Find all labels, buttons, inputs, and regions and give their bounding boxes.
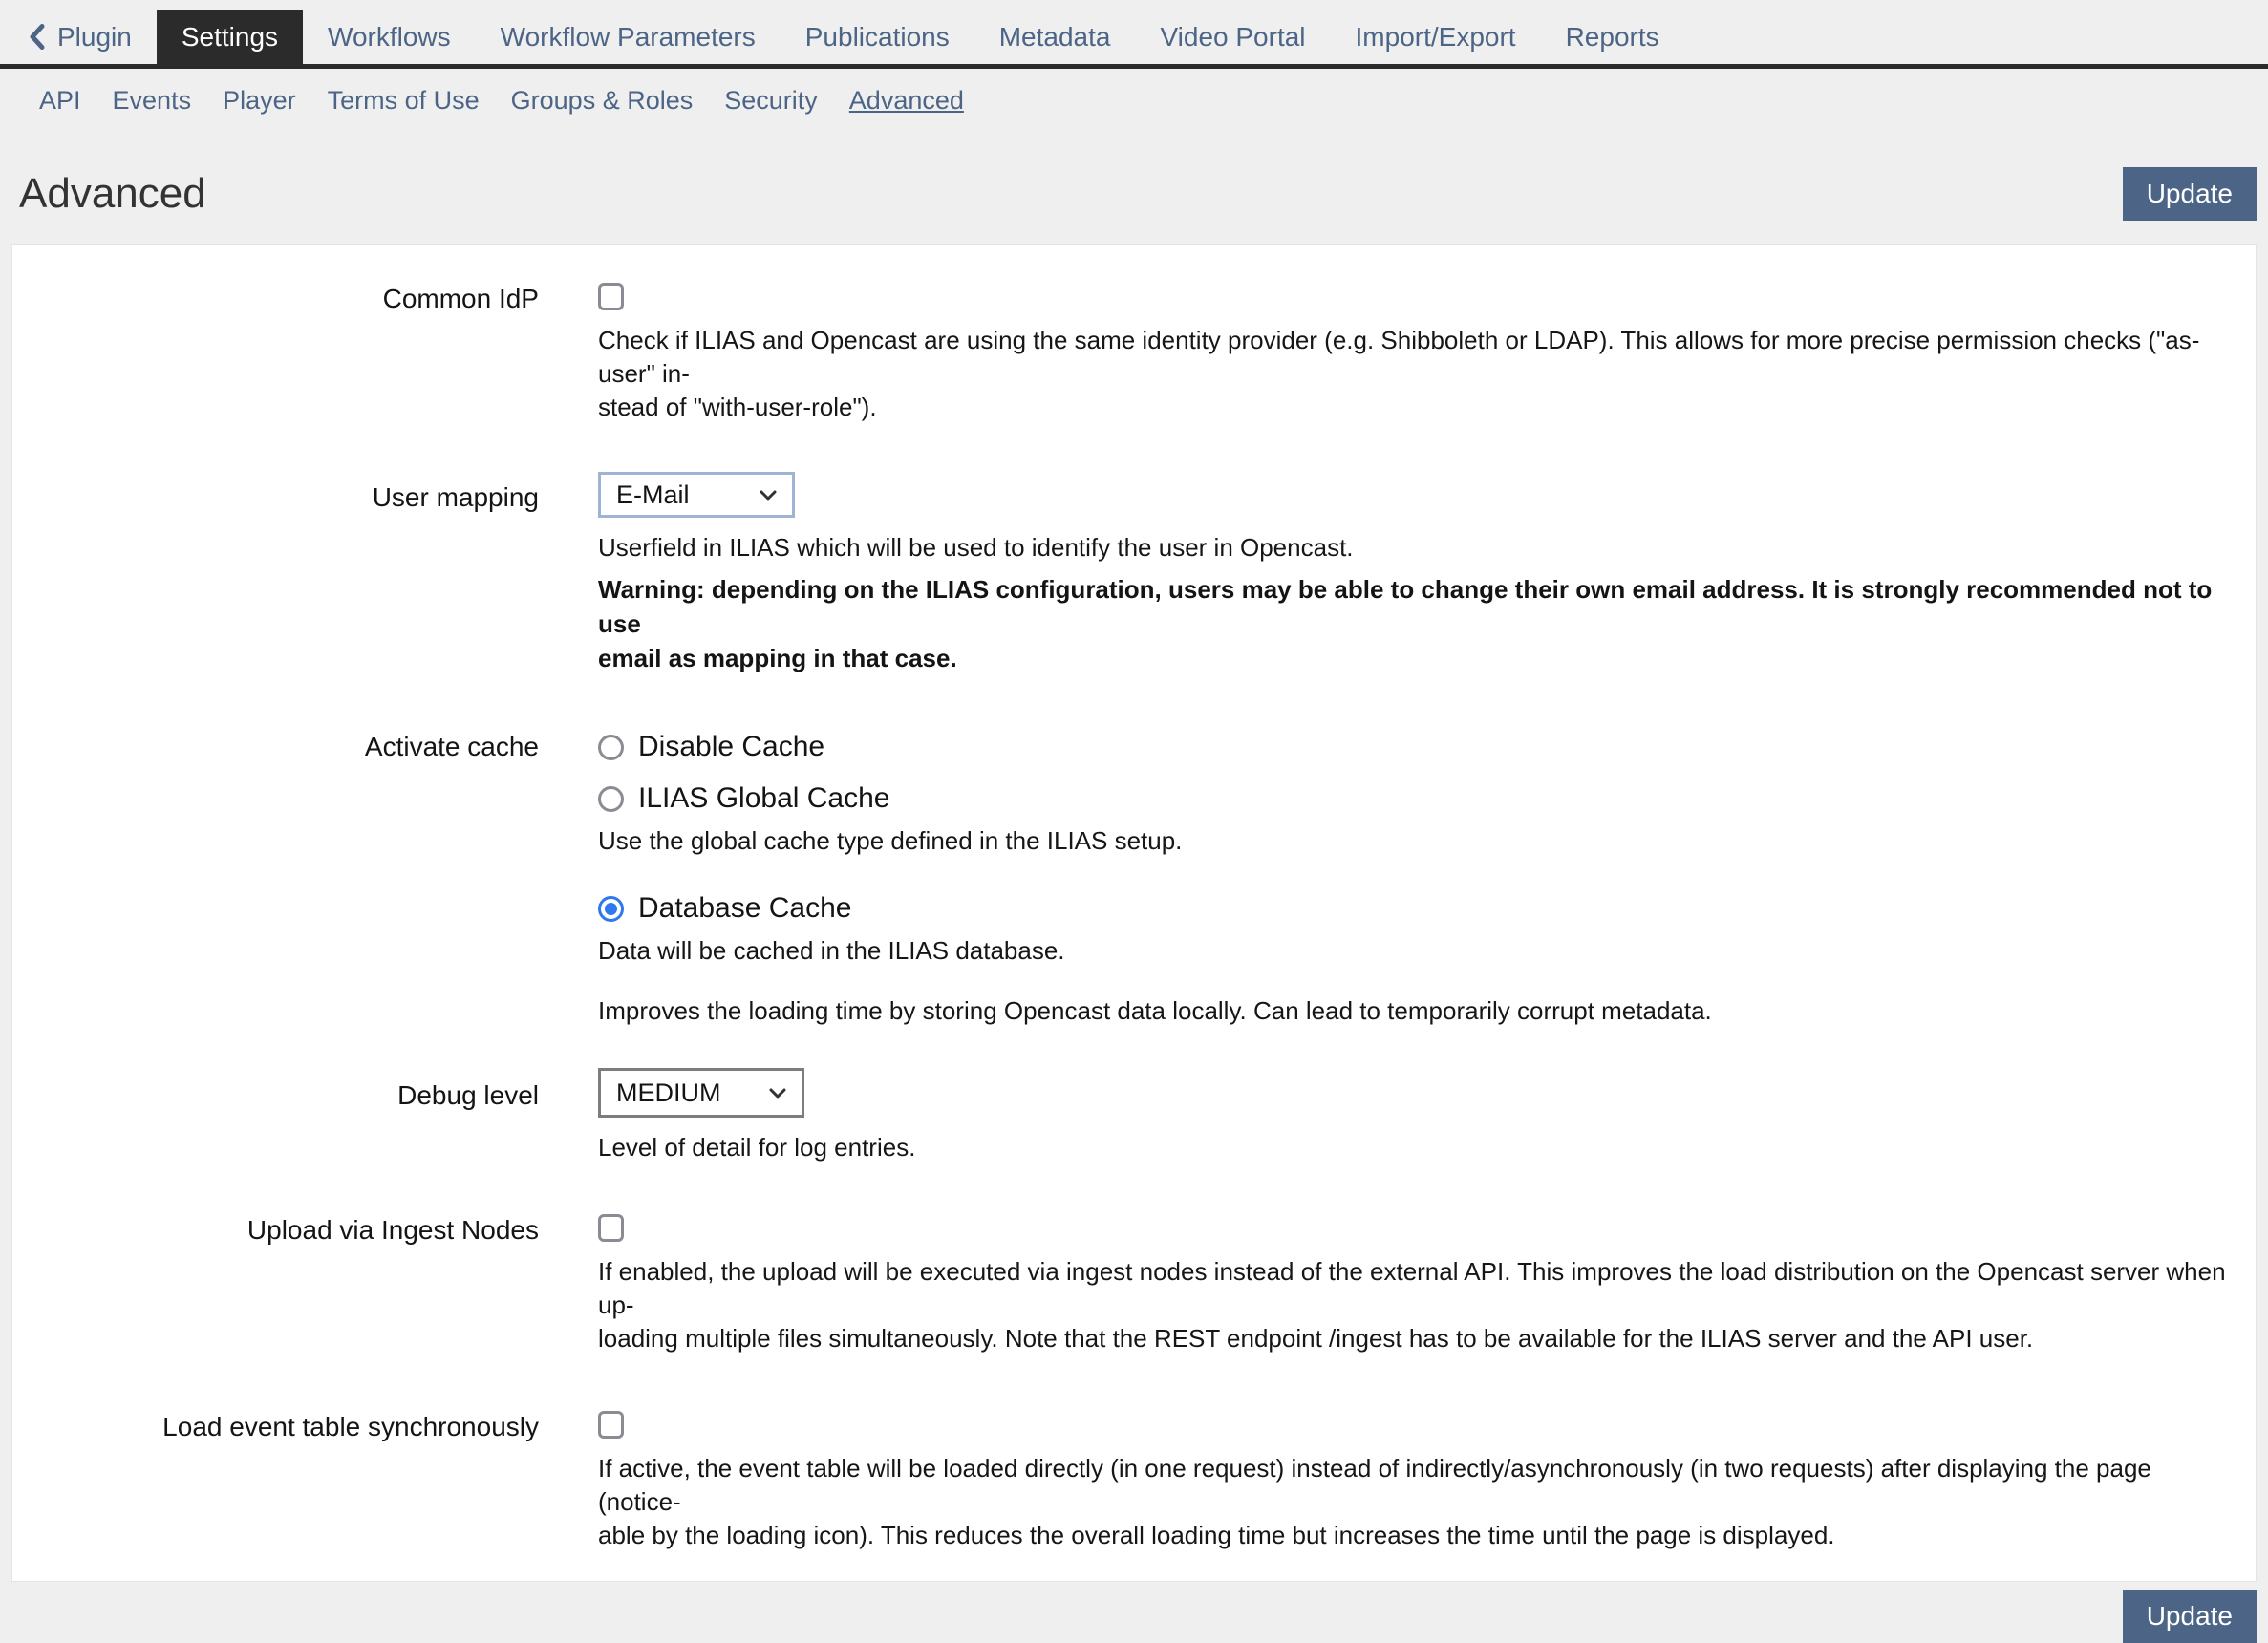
common-idp-checkbox[interactable] xyxy=(598,283,624,310)
chevron-down-icon xyxy=(760,490,777,501)
user-mapping-label: User mapping xyxy=(372,482,539,512)
radio-label: ILIAS Global Cache xyxy=(638,782,890,814)
user-mapping-help: Userfield in ILIAS which will be used to identify the user in Opencast. xyxy=(598,533,1354,562)
load-sync-checkbox[interactable] xyxy=(598,1411,624,1439)
activate-cache-note: Improves the loading time by storing Opencast data locally. Can lead to temporarily corrupt metadata. xyxy=(598,996,1712,1025)
upload-ingest-checkbox[interactable] xyxy=(598,1214,624,1242)
settings-form xyxy=(11,244,2257,1582)
common-idp-help-line: Check if ILIAS and Opencast are using the same identity provider (e.g. Shibboleth or LDAP). This allows for more precise permission checks ("as-user" in- xyxy=(598,326,2200,388)
form-row-common-idp xyxy=(12,283,2256,424)
page-title: Advanced xyxy=(19,170,206,217)
tab-publications[interactable]: Publications xyxy=(804,21,950,52)
subtab-advanced[interactable]: Advanced xyxy=(848,86,964,115)
radio-label: Disable Cache xyxy=(638,731,825,762)
form-row-user-mapping xyxy=(12,472,2256,675)
radio-ilias-global-cache[interactable] xyxy=(598,782,2228,815)
tab-video-portal[interactable]: Video Portal xyxy=(1160,21,1306,52)
debug-level-label: Debug level xyxy=(397,1080,539,1110)
tab-label: Plugin xyxy=(57,21,132,52)
form-row-load-sync xyxy=(12,1411,2256,1552)
user-mapping-warning-line: Warning: depending on the ILIAS configuration, users may be able to change their own email address. It is strongly recommended not to use xyxy=(598,575,2213,638)
chevron-down-icon xyxy=(769,1088,786,1099)
sub-tab-bar xyxy=(0,69,2268,125)
subtab-terms-of-use[interactable]: Terms of Use xyxy=(327,86,480,115)
load-sync-help-line: If active, the event table will be loaded directly (in one request) instead of indirectly/asynchronously (in two requests) after displaying the page (notice- xyxy=(598,1454,2151,1516)
subtab-security[interactable]: Security xyxy=(724,86,818,115)
upload-ingest-label: Upload via Ingest Nodes xyxy=(246,1215,539,1245)
radio-circle[interactable] xyxy=(598,896,624,922)
debug-level-selected-value: MEDIUM xyxy=(616,1078,721,1107)
tab-workflow-parameters[interactable]: Workflow Parameters xyxy=(500,21,756,52)
subtab-player[interactable]: Player xyxy=(223,86,296,115)
update-button-top[interactable]: Update xyxy=(2123,167,2257,221)
radio-label: Database Cache xyxy=(638,892,852,924)
tab-back-plugin[interactable] xyxy=(21,10,157,64)
database-cache-help: Data will be cached in the ILIAS database. xyxy=(598,936,1065,965)
tab-import-export[interactable]: Import/Export xyxy=(1355,21,1516,52)
subtab-api[interactable]: API xyxy=(39,86,81,115)
radio-database-cache[interactable] xyxy=(598,892,2228,925)
upload-ingest-help-line: If enabled, the upload will be executed via ingest nodes instead of the external API. This improves the load distribution on the Opencast server when up- xyxy=(598,1257,2226,1319)
load-sync-label: Load event table synchronously xyxy=(162,1412,539,1441)
tab-workflows[interactable]: Workflows xyxy=(328,21,451,52)
user-mapping-warning-line: email as mapping in that case. xyxy=(598,644,957,672)
form-row-activate-cache xyxy=(12,731,2256,1028)
debug-level-help: Level of detail for log entries. xyxy=(598,1133,916,1162)
tab-settings[interactable]: Settings xyxy=(157,10,303,64)
form-row-upload-ingest xyxy=(12,1214,2256,1355)
common-idp-help-line: stead of "with-user-role"). xyxy=(598,393,877,421)
top-tab-bar xyxy=(0,0,2268,69)
tab-reports[interactable]: Reports xyxy=(1565,21,1659,52)
activate-cache-label: Activate cache xyxy=(364,732,539,761)
tab-metadata[interactable]: Metadata xyxy=(998,21,1111,52)
chevron-left-icon xyxy=(29,24,45,50)
radio-circle[interactable] xyxy=(598,786,624,812)
ilias-global-cache-help: Use the global cache type defined in the ILIAS setup. xyxy=(598,826,1183,855)
load-sync-help-line: able by the loading icon). This reduces the overall loading time but increases the time until the page is displayed. xyxy=(598,1521,1835,1549)
upload-ingest-help-line: loading multiple files simultaneously. Note that the REST endpoint /ingest has to be available for the ILIAS server and the API user. xyxy=(598,1324,2034,1353)
user-mapping-selected-value: E-Mail xyxy=(616,480,690,509)
common-idp-label: Common IdP xyxy=(382,284,539,313)
subtab-groups-roles[interactable]: Groups & Roles xyxy=(510,86,694,115)
subtab-events[interactable]: Events xyxy=(112,86,192,115)
debug-level-select[interactable] xyxy=(598,1068,804,1118)
radio-disable-cache[interactable] xyxy=(598,731,2228,763)
update-button-bottom[interactable]: Update xyxy=(2123,1590,2257,1643)
form-row-debug-level xyxy=(12,1068,2256,1164)
radio-circle[interactable] xyxy=(598,735,624,760)
user-mapping-select[interactable] xyxy=(598,472,795,518)
